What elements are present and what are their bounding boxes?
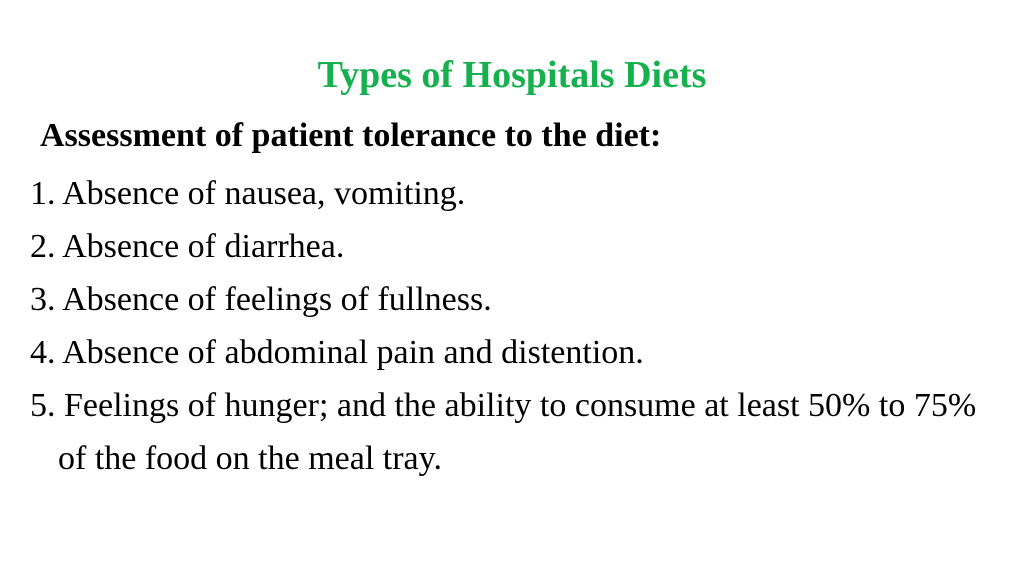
list-item: 2. Absence of diarrhea. <box>30 228 345 265</box>
criteria-list <box>30 167 990 485</box>
list-item: 1. Absence of nausea, vomiting. <box>30 175 466 212</box>
slide-subtitle: Assessment of patient tolerance to the diet: <box>40 117 662 154</box>
list-item: 5. Feelings of hunger; and the ability to consume at least 50% to 75% of the food on the meal tray. <box>30 387 977 477</box>
list-item: 3. Absence of feelings of fullness. <box>30 281 492 318</box>
list-item: 4. Absence of abdominal pain and distention. <box>30 334 644 371</box>
slide-title: Types of Hospitals Diets <box>317 54 707 96</box>
